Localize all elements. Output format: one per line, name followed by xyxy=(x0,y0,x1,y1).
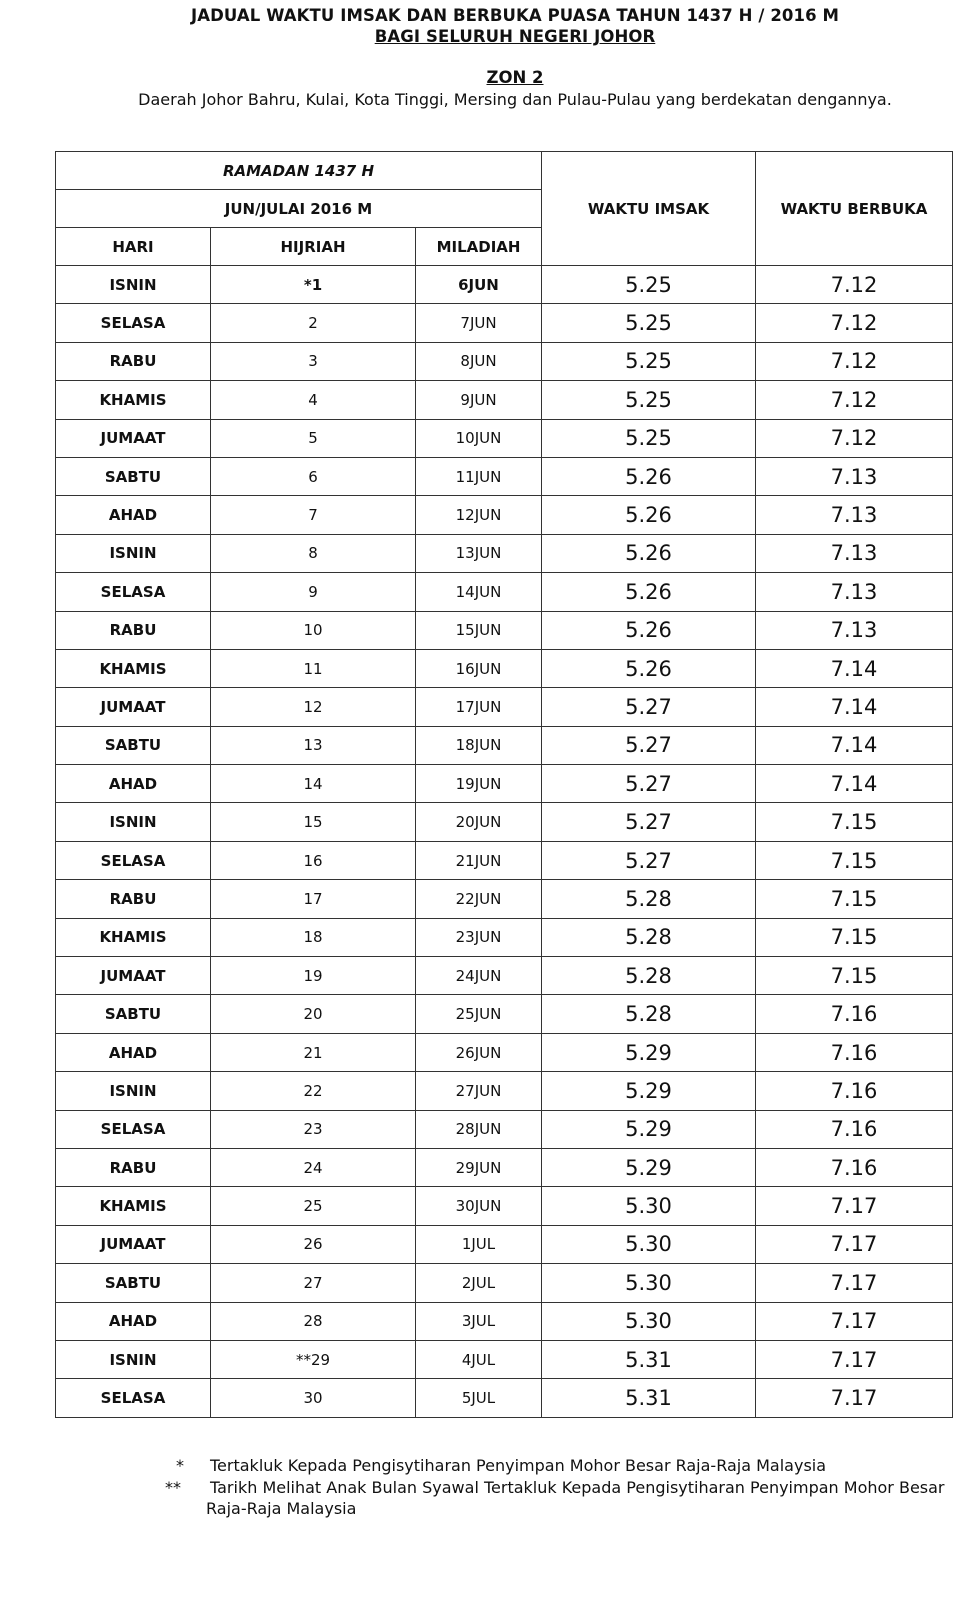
imsak-cell: 5.29 xyxy=(542,1148,756,1186)
table-row xyxy=(56,841,953,879)
imsak-cell: 5.25 xyxy=(542,381,756,419)
miladiah-cell: 5JUL xyxy=(416,1379,542,1417)
day-cell: KHAMIS xyxy=(56,649,211,687)
imsak-cell: 5.26 xyxy=(542,611,756,649)
table-row xyxy=(56,266,953,304)
miladiah-cell: 6JUN xyxy=(416,266,542,304)
imsak-cell: 5.25 xyxy=(542,266,756,304)
day-cell: KHAMIS xyxy=(56,918,211,956)
imsak-cell: 5.25 xyxy=(542,419,756,457)
table-row xyxy=(56,649,953,687)
imsak-cell: 5.26 xyxy=(542,534,756,572)
imsak-cell: 5.28 xyxy=(542,995,756,1033)
hijriah-cell: 9 xyxy=(211,573,416,611)
berbuka-cell: 7.13 xyxy=(756,611,953,649)
berbuka-cell: 7.12 xyxy=(756,419,953,457)
imsak-cell: 5.30 xyxy=(542,1225,756,1263)
day-cell: SELASA xyxy=(56,1110,211,1148)
day-cell: AHAD xyxy=(56,1302,211,1340)
day-cell: KHAMIS xyxy=(56,381,211,419)
table-row xyxy=(56,918,953,956)
miladiah-cell: 10JUN xyxy=(416,419,542,457)
document-subtitle: BAGI SELURUH NEGERI JOHOR xyxy=(374,27,656,46)
miladiah-cell: 24JUN xyxy=(416,957,542,995)
table-row xyxy=(56,1340,953,1378)
miladiah-cell: 18JUN xyxy=(416,726,542,764)
schedule-table xyxy=(55,151,953,1418)
imsak-cell: 5.29 xyxy=(542,1072,756,1110)
header-imsak: WAKTU IMSAK xyxy=(542,152,756,266)
berbuka-cell: 7.16 xyxy=(756,995,953,1033)
day-cell: SELASA xyxy=(56,841,211,879)
hijriah-cell: 10 xyxy=(211,611,416,649)
miladiah-cell: 28JUN xyxy=(416,1110,542,1148)
hijriah-cell: 15 xyxy=(211,803,416,841)
hijriah-cell: 8 xyxy=(211,534,416,572)
miladiah-cell: 4JUL xyxy=(416,1340,542,1378)
hijriah-cell: 12 xyxy=(211,688,416,726)
zone-districts: Daerah Johor Bahru, Kulai, Kota Tinggi, Mersing dan Pulau-Pulau yang berdekatan dengannya. xyxy=(138,90,892,109)
miladiah-cell: 23JUN xyxy=(416,918,542,956)
berbuka-cell: 7.12 xyxy=(756,381,953,419)
berbuka-cell: 7.15 xyxy=(756,918,953,956)
berbuka-cell: 7.13 xyxy=(756,573,953,611)
imsak-cell: 5.26 xyxy=(542,649,756,687)
hijriah-cell: 20 xyxy=(211,995,416,1033)
table-row xyxy=(56,957,953,995)
day-cell: RABU xyxy=(56,880,211,918)
day-cell: KHAMIS xyxy=(56,1187,211,1225)
berbuka-cell: 7.15 xyxy=(756,880,953,918)
hijriah-cell: 7 xyxy=(211,496,416,534)
berbuka-cell: 7.17 xyxy=(756,1302,953,1340)
day-cell: SABTU xyxy=(56,457,211,495)
table-row xyxy=(56,1187,953,1225)
hijriah-cell: 21 xyxy=(211,1033,416,1071)
hijriah-cell: *1 xyxy=(211,266,416,304)
header-ramadan: RAMADAN 1437 H xyxy=(56,152,542,190)
day-cell: RABU xyxy=(56,1148,211,1186)
berbuka-cell: 7.17 xyxy=(756,1340,953,1378)
imsak-cell: 5.30 xyxy=(542,1302,756,1340)
miladiah-cell: 11JUN xyxy=(416,457,542,495)
berbuka-cell: 7.16 xyxy=(756,1033,953,1071)
miladiah-cell: 8JUN xyxy=(416,342,542,380)
imsak-cell: 5.26 xyxy=(542,496,756,534)
imsak-cell: 5.25 xyxy=(542,342,756,380)
day-cell: JUMAAT xyxy=(56,419,211,457)
hijriah-cell: 6 xyxy=(211,457,416,495)
miladiah-cell: 14JUN xyxy=(416,573,542,611)
miladiah-cell: 15JUN xyxy=(416,611,542,649)
hijriah-cell: 18 xyxy=(211,918,416,956)
day-cell: RABU xyxy=(56,342,211,380)
day-cell: JUMAAT xyxy=(56,1225,211,1263)
hijriah-cell: 30 xyxy=(211,1379,416,1417)
table-row xyxy=(56,765,953,803)
hijriah-cell: 24 xyxy=(211,1148,416,1186)
hijriah-cell: **29 xyxy=(211,1340,416,1378)
miladiah-cell: 27JUN xyxy=(416,1072,542,1110)
berbuka-cell: 7.16 xyxy=(756,1148,953,1186)
table-row xyxy=(56,611,953,649)
miladiah-cell: 29JUN xyxy=(416,1148,542,1186)
day-cell: AHAD xyxy=(56,496,211,534)
berbuka-cell: 7.17 xyxy=(756,1225,953,1263)
table-row xyxy=(56,1379,953,1417)
day-cell: SELASA xyxy=(56,304,211,342)
berbuka-cell: 7.17 xyxy=(756,1264,953,1302)
document-title: JADUAL WAKTU IMSAK DAN BERBUKA PUASA TAHUN 1437 H / 2016 M xyxy=(190,6,840,25)
table-row xyxy=(56,534,953,572)
table-row xyxy=(56,1072,953,1110)
day-cell: SABTU xyxy=(56,995,211,1033)
header-berbuka: WAKTU BERBUKA xyxy=(756,152,953,266)
imsak-cell: 5.27 xyxy=(542,765,756,803)
table-row xyxy=(56,688,953,726)
miladiah-cell: 19JUN xyxy=(416,765,542,803)
berbuka-cell: 7.14 xyxy=(756,765,953,803)
imsak-cell: 5.25 xyxy=(542,304,756,342)
table-row xyxy=(56,342,953,380)
day-cell: SABTU xyxy=(56,1264,211,1302)
header-months: JUN/JULAI 2016 M xyxy=(56,190,542,228)
day-cell: RABU xyxy=(56,611,211,649)
miladiah-cell: 25JUN xyxy=(416,995,542,1033)
hijriah-cell: 13 xyxy=(211,726,416,764)
berbuka-cell: 7.15 xyxy=(756,957,953,995)
miladiah-cell: 2JUL xyxy=(416,1264,542,1302)
hijriah-cell: 5 xyxy=(211,419,416,457)
table-row xyxy=(56,1225,953,1263)
miladiah-cell: 12JUN xyxy=(416,496,542,534)
table-row xyxy=(56,1264,953,1302)
berbuka-cell: 7.17 xyxy=(756,1187,953,1225)
table-row xyxy=(56,880,953,918)
miladiah-cell: 1JUL xyxy=(416,1225,542,1263)
miladiah-cell: 7JUN xyxy=(416,304,542,342)
table-row xyxy=(56,573,953,611)
miladiah-cell: 16JUN xyxy=(416,649,542,687)
imsak-cell: 5.28 xyxy=(542,957,756,995)
hijriah-cell: 23 xyxy=(211,1110,416,1148)
hijriah-cell: 16 xyxy=(211,841,416,879)
day-cell: ISNIN xyxy=(56,534,211,572)
hijriah-cell: 26 xyxy=(211,1225,416,1263)
table-row xyxy=(56,1302,953,1340)
berbuka-cell: 7.14 xyxy=(756,688,953,726)
day-cell: ISNIN xyxy=(56,1072,211,1110)
berbuka-cell: 7.12 xyxy=(756,266,953,304)
hijriah-cell: 19 xyxy=(211,957,416,995)
berbuka-cell: 7.12 xyxy=(756,342,953,380)
berbuka-cell: 7.16 xyxy=(756,1110,953,1148)
miladiah-cell: 21JUN xyxy=(416,841,542,879)
footnote-mark-single: * xyxy=(176,1456,184,1475)
hijriah-cell: 27 xyxy=(211,1264,416,1302)
imsak-cell: 5.30 xyxy=(542,1264,756,1302)
miladiah-cell: 13JUN xyxy=(416,534,542,572)
berbuka-cell: 7.16 xyxy=(756,1072,953,1110)
day-cell: SELASA xyxy=(56,573,211,611)
hijriah-cell: 17 xyxy=(211,880,416,918)
day-cell: ISNIN xyxy=(56,803,211,841)
table-row xyxy=(56,803,953,841)
hijriah-cell: 25 xyxy=(211,1187,416,1225)
miladiah-cell: 22JUN xyxy=(416,880,542,918)
zone-heading: ZON 2 xyxy=(486,68,544,87)
table-row xyxy=(56,1148,953,1186)
berbuka-cell: 7.12 xyxy=(756,304,953,342)
miladiah-cell: 20JUN xyxy=(416,803,542,841)
day-cell: JUMAAT xyxy=(56,688,211,726)
imsak-cell: 5.28 xyxy=(542,918,756,956)
berbuka-cell: 7.13 xyxy=(756,457,953,495)
header-miladiah: MILADIAH xyxy=(416,228,542,266)
imsak-cell: 5.27 xyxy=(542,688,756,726)
berbuka-cell: 7.13 xyxy=(756,496,953,534)
day-cell: SELASA xyxy=(56,1379,211,1417)
imsak-cell: 5.29 xyxy=(542,1110,756,1148)
imsak-cell: 5.28 xyxy=(542,880,756,918)
header-hijriah: HIJRIAH xyxy=(211,228,416,266)
day-cell: ISNIN xyxy=(56,266,211,304)
imsak-cell: 5.27 xyxy=(542,726,756,764)
imsak-cell: 5.26 xyxy=(542,457,756,495)
header-hari: HARI xyxy=(56,228,211,266)
berbuka-cell: 7.15 xyxy=(756,803,953,841)
hijriah-cell: 4 xyxy=(211,381,416,419)
footnote-text-single: Tertakluk Kepada Pengisytiharan Penyimpan Mohor Besar Raja-Raja Malaysia xyxy=(210,1456,827,1475)
table-row xyxy=(56,995,953,1033)
table-row xyxy=(56,496,953,534)
hijriah-cell: 28 xyxy=(211,1302,416,1340)
imsak-cell: 5.27 xyxy=(542,803,756,841)
day-cell: AHAD xyxy=(56,765,211,803)
miladiah-cell: 9JUN xyxy=(416,381,542,419)
miladiah-cell: 17JUN xyxy=(416,688,542,726)
hijriah-cell: 2 xyxy=(211,304,416,342)
day-cell: SABTU xyxy=(56,726,211,764)
imsak-cell: 5.27 xyxy=(542,841,756,879)
imsak-cell: 5.26 xyxy=(542,573,756,611)
day-cell: JUMAAT xyxy=(56,957,211,995)
hijriah-cell: 22 xyxy=(211,1072,416,1110)
miladiah-cell: 3JUL xyxy=(416,1302,542,1340)
imsak-cell: 5.31 xyxy=(542,1379,756,1417)
imsak-cell: 5.29 xyxy=(542,1033,756,1071)
table-row xyxy=(56,419,953,457)
berbuka-cell: 7.14 xyxy=(756,649,953,687)
imsak-cell: 5.31 xyxy=(542,1340,756,1378)
miladiah-cell: 26JUN xyxy=(416,1033,542,1071)
table-row xyxy=(56,726,953,764)
table-row xyxy=(56,457,953,495)
table-row xyxy=(56,304,953,342)
footnote-mark-double: ** xyxy=(165,1478,181,1497)
berbuka-cell: 7.15 xyxy=(756,841,953,879)
day-cell: ISNIN xyxy=(56,1340,211,1378)
table-row xyxy=(56,381,953,419)
hijriah-cell: 11 xyxy=(211,649,416,687)
berbuka-cell: 7.14 xyxy=(756,726,953,764)
day-cell: AHAD xyxy=(56,1033,211,1071)
table-row xyxy=(56,1033,953,1071)
berbuka-cell: 7.17 xyxy=(756,1379,953,1417)
berbuka-cell: 7.13 xyxy=(756,534,953,572)
miladiah-cell: 30JUN xyxy=(416,1187,542,1225)
footnote-text-double: Tarikh Melihat Anak Bulan Syawal Tertakluk Kepada Pengisytiharan Penyimpan Mohor Besar xyxy=(210,1478,945,1497)
hijriah-cell: 14 xyxy=(211,765,416,803)
table-row xyxy=(56,1110,953,1148)
imsak-cell: 5.30 xyxy=(542,1187,756,1225)
hijriah-cell: 3 xyxy=(211,342,416,380)
footnote-text-double-cont: Raja-Raja Malaysia xyxy=(206,1499,357,1518)
